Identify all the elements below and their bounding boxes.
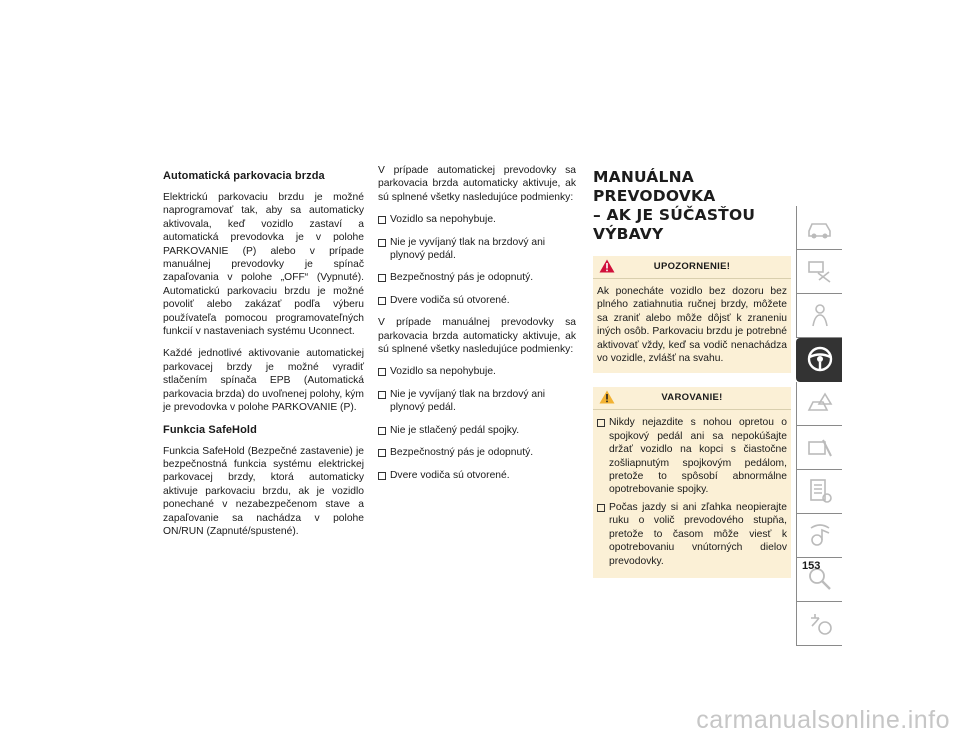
warning-box	[593, 387, 791, 577]
column-right	[593, 164, 791, 592]
tab-starting-operating[interactable]	[796, 338, 842, 382]
multimedia-icon	[805, 520, 835, 550]
language-icon	[805, 608, 835, 638]
tab-multimedia[interactable]	[796, 514, 842, 558]
tab-service[interactable]	[796, 426, 842, 470]
checkbox-square-icon	[378, 449, 386, 457]
dashboard-lights-icon	[805, 256, 835, 286]
list-item: Bezpečnostný pás je odopnutý.	[378, 446, 576, 459]
checkbox-square-icon	[378, 391, 386, 399]
paragraph: Elektrickú parkovaciu brzdu je možné naprogramovať tak, aby sa automaticky aktivovala, keď vozidlo zastaví a automatická prevodovka je v polohe PARKOVANIE (P) alebo v prípade manuálnej prevodovky je spínač zapaľovania v polohe „OFF“ (Vypnuté). Automatickú parkovaciu brzdu je možné povoliť alebo zakázať podľa výberu používateľa pomocou programovateľných funkcií v nastaveniach systému Uconnect.	[163, 192, 364, 338]
notice-title: UPOZORNENIE!	[653, 261, 731, 272]
tab-languages[interactable]	[796, 602, 842, 646]
car-overview-icon	[805, 212, 835, 242]
list-item: Nie je vyvíjaný tlak na brzdový ani plynový pedál.	[378, 388, 576, 415]
notice-text: Ak ponecháte vozidlo bez dozoru bez plného zatiahnutia ručnej brzdy, môžete sa zraniť alebo môže dôjsť k zraneniu iných osôb. Parkovaciu brzdu je potrebné aktivovať vždy, keď sa vodič nenachádza vo vozidle, zvlášť na svahu.	[597, 286, 787, 365]
paragraph: Každé jednotlivé aktivovanie automatickej parkovacej brzdy je možné vyradiť stlačením spínača EPB (Automatická parkovacia brzda) do uvoľnenej polohy, kým je prevodovka v polohe PARKOVANIE (P).	[163, 348, 364, 414]
tab-specifications[interactable]	[796, 470, 842, 514]
warning-title: VAROVANIE!	[661, 392, 723, 404]
list-item: Dvere vodiča sú otvorené.	[378, 469, 576, 482]
column-left	[163, 164, 364, 547]
checkbox-square-icon	[378, 216, 386, 224]
warning-list	[593, 416, 791, 567]
tab-emergency[interactable]	[796, 382, 842, 426]
column-middle	[378, 164, 576, 491]
checkbox-square-icon	[378, 274, 386, 282]
list-item: Dvere vodiča sú otvorené.	[378, 294, 576, 307]
safety-airbag-icon	[805, 300, 835, 330]
chapter-tabs	[796, 206, 842, 646]
list-item: Nikdy nejazdite s nohou opretou o spojkový pedál ani sa nepokúšajte držať vozidlo na kopci s čiastočne zošliapnutým spojkovým pedálom, pretože to spôsobí abnormálne opotrebovanie spojky.	[597, 416, 787, 496]
checkbox-square-icon	[597, 419, 605, 427]
checkbox-square-icon	[378, 239, 386, 247]
tab-dashboard-lights[interactable]	[796, 250, 842, 294]
checkbox-square-icon	[378, 297, 386, 305]
warning-header	[593, 387, 791, 410]
tab-car-overview[interactable]	[796, 206, 842, 250]
notice-box	[593, 256, 791, 373]
paragraph: Funkcia SafeHold (Bezpečné zastavenie) je bezpečnostná funkcia systému elektrickej parkovacej brzdy, ktorá automaticky aktivuje parkovaciu brzdu, ak je vozidlo ponechané v nezabezpečenom stave a zapaľovanie sa nachádza v polohe ON/RUN (Zapnuté/spustené).	[163, 445, 364, 537]
list-item: Nie je stlačený pedál spojky.	[378, 424, 576, 437]
tab-safety[interactable]	[796, 294, 842, 338]
list-item: Počas jazdy si ani zľahka neopierajte ruku o volič prevodového stupňa, pretože to časom môže viesť k opotrebovaniu vnútorných dielov prevodovky.	[597, 501, 787, 568]
heading-safehold: Funkcia SafeHold	[163, 423, 257, 436]
checkbox-square-icon	[597, 504, 605, 512]
list-item: Nie je vyvíjaný tlak na brzdový ani plynový pedál.	[378, 236, 576, 263]
checkbox-square-icon	[378, 427, 386, 435]
watermark: carmanualsonline.info	[696, 706, 950, 734]
specifications-icon	[805, 476, 835, 506]
notice-header	[593, 256, 791, 279]
paragraph: V prípade manuálnej prevodovky sa parkovacia brzda automaticky aktivuje, ak sú splnené všetky nasledujúce podmienky:	[378, 317, 576, 356]
caution-triangle-icon	[599, 259, 615, 273]
heading-automatic-parking-brake: Automatická parkovacia brzda	[163, 170, 325, 182]
conditions-list-manual	[378, 365, 576, 481]
section-title: MANUÁLNA PREVODOVKA – AK JE SÚČASŤOU VÝBAVY	[593, 168, 756, 243]
checkbox-square-icon	[378, 368, 386, 376]
conditions-list-automatic	[378, 213, 576, 307]
service-maintenance-icon	[805, 432, 835, 462]
list-item: Bezpečnostný pás je odopnutý.	[378, 271, 576, 284]
list-item: Vozidlo sa nepohybuje.	[378, 365, 576, 378]
paragraph: V prípade automatickej prevodovky sa parkovacia brzda automaticky aktivuje, ak sú splnené všetky nasledujúce podmienky:	[378, 165, 576, 203]
warning-triangle-icon	[599, 390, 615, 404]
roadside-emergency-icon	[805, 388, 835, 418]
steering-wheel-icon	[805, 344, 835, 374]
checkbox-square-icon	[378, 472, 386, 480]
list-item: Vozidlo sa nepohybuje.	[378, 213, 576, 226]
page-number: 153	[802, 560, 821, 572]
